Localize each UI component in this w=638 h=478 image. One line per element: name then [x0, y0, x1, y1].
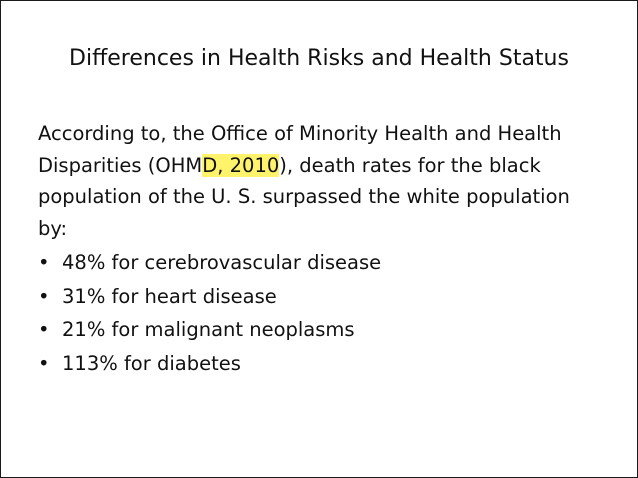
bullet-item	[38, 246, 618, 280]
slide-title: Differences in Health Risks and Health Status	[69, 46, 569, 71]
bullet-dot-icon: •	[38, 284, 50, 308]
bullet-text: 113% for diabetes	[62, 351, 241, 375]
bullet-dot-icon: •	[38, 251, 50, 274]
bullet-text: 31% for heart disease	[62, 284, 277, 308]
bullet-dot-icon: •	[38, 318, 50, 341]
bullet-text: 48% for cerebrovascular disease	[62, 251, 382, 274]
paragraph-line-2-end: ), death rates for the black	[279, 153, 541, 177]
highlighted-citation: D, 2010	[202, 153, 280, 177]
paragraph-line-4: by:	[38, 216, 68, 240]
slide-body	[38, 118, 618, 380]
bullet-item	[38, 280, 618, 314]
bullet-dot-icon: •	[38, 351, 50, 375]
bullet-list	[38, 246, 618, 380]
bullet-item	[38, 313, 618, 347]
paragraph-line-2-start: Disparities (OHM	[38, 153, 203, 177]
bullet-item	[38, 347, 618, 381]
bullet-text: 21% for malignant neoplasms	[62, 318, 355, 341]
paragraph-line-2	[38, 150, 618, 182]
paragraph-line-3: population of the U. S. surpassed the white population	[38, 185, 570, 208]
paragraph-line-1: According to, the Office of Minority Health and Health	[38, 122, 562, 145]
